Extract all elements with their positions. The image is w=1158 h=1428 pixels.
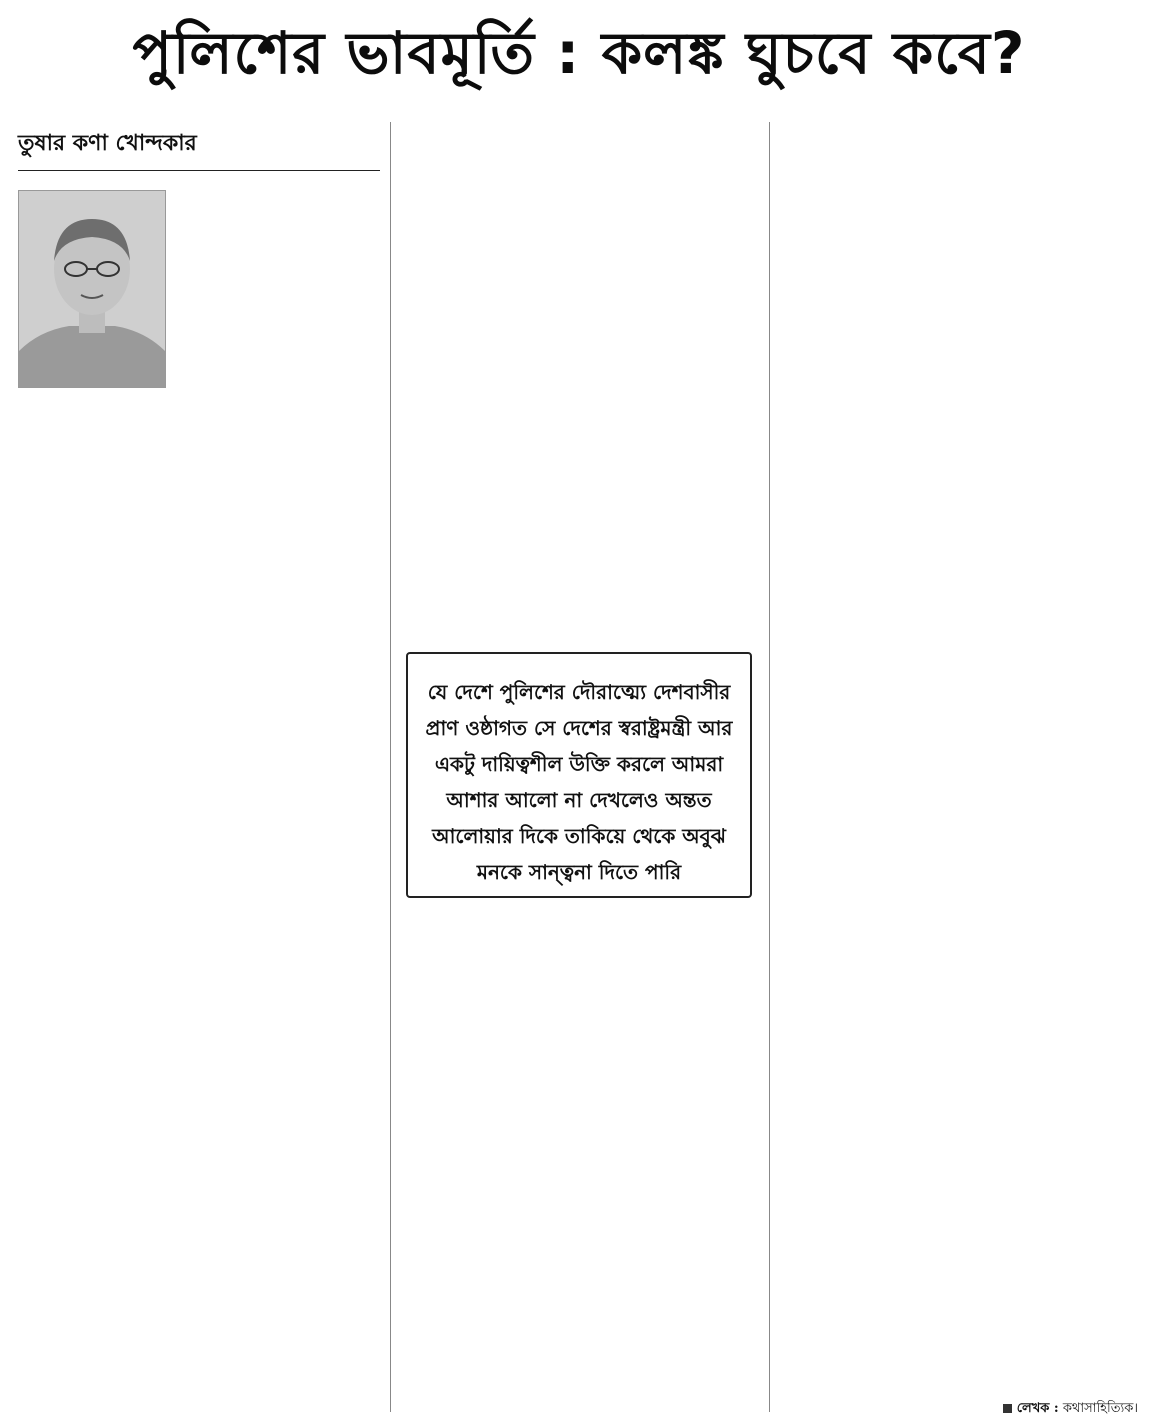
- author-note-label: লেখক :: [1016, 1401, 1059, 1416]
- headline: পুলিশের ভাবমূর্তি : কলঙ্ক ঘুচবে কবে?: [132, 19, 1026, 87]
- column-divider: [390, 122, 391, 1412]
- author-note: [1003, 1399, 1138, 1420]
- column-1: [18, 384, 380, 1414]
- column-divider: [769, 122, 770, 1412]
- author-portrait-icon: [18, 190, 166, 388]
- column-1-top: [172, 190, 380, 386]
- byline: তুষার কণা খোন্দকার: [18, 131, 197, 156]
- column-3: [778, 122, 1140, 1392]
- author-note-value: কথাসাহিত্যিক।: [1062, 1401, 1138, 1416]
- column-2-top: [400, 122, 760, 642]
- column-2-bottom: [400, 912, 760, 1414]
- byline-rule: [18, 170, 380, 171]
- pull-quote: যে দেশে পুলিশের দৌরাত্ম্যে দেশবাসীর প্রাণ ওষ্ঠাগত সে দেশের স্বরাষ্ট্রমন্ত্রী আর একটু দায়িত্বশীল উক্তি করলে আমরা আশার আলো না দেখলেও অন্তত আলোয়ার দিকে তাকিয়ে থেকে অবুঝ মনকে সান্ত্বনা দিতে পারি: [406, 652, 752, 898]
- square-bullet-icon: [1003, 1404, 1012, 1413]
